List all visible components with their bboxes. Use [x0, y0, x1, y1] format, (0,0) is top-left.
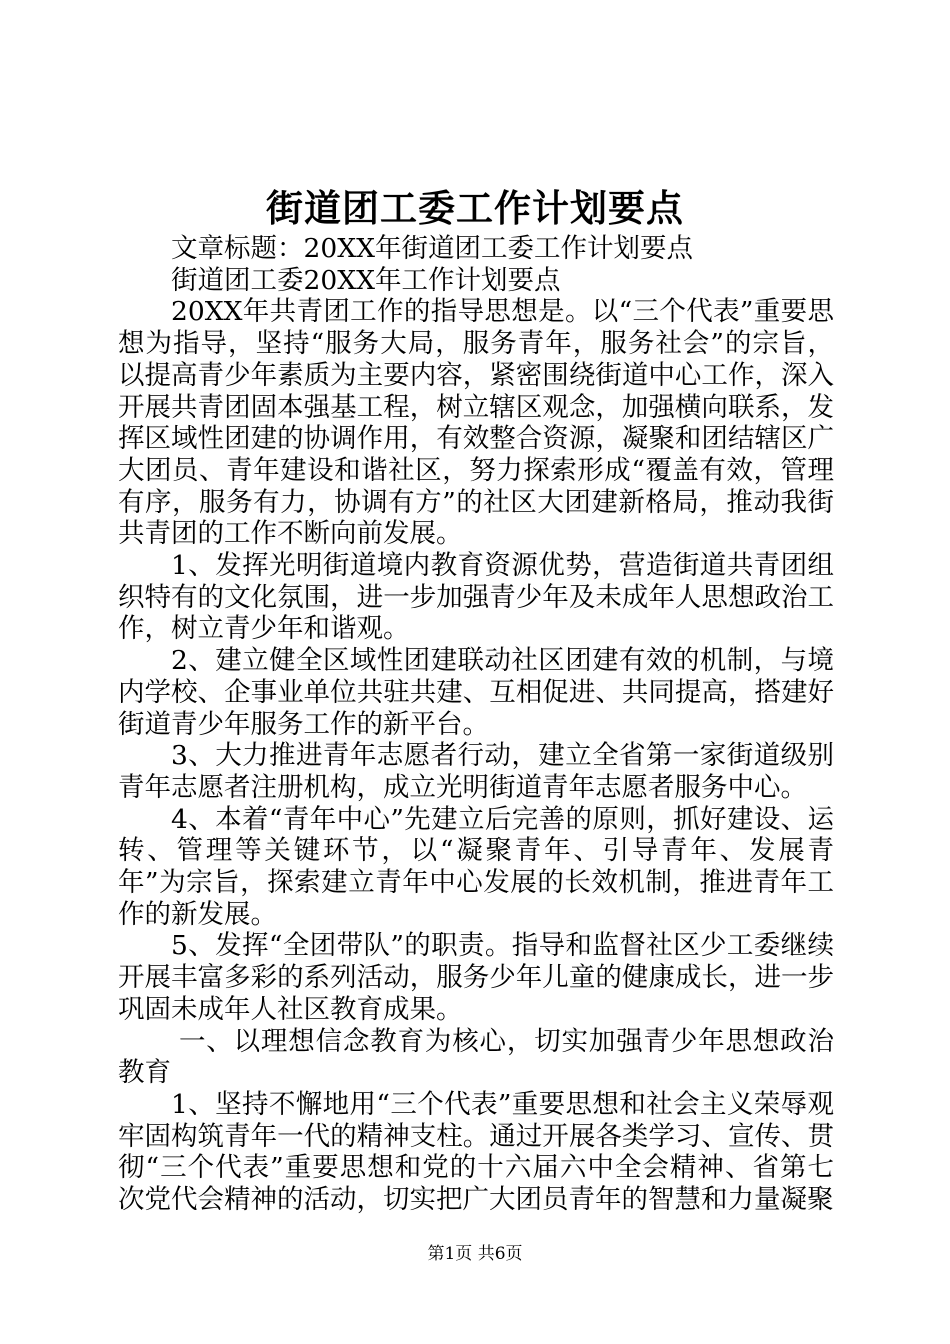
item-2-paragraph: 2、建立健全区域性团建联动社区团建有效的机制，与境内学校、企事业单位共驻共建、互相促进、共同提高，搭建好街道青少年服务工作的新平台。: [118, 645, 834, 740]
item-1-paragraph: 1、发挥光明街道境内教育资源优势，营造街道共青团组织特有的文化氛围，进一步加强青少年及未成年人思想政治工作，树立青少年和谐观。: [118, 550, 834, 645]
plan-subtitle-line: 街道团工委20XX年工作计划要点: [171, 264, 561, 296]
item-4-paragraph: 4、本着“青年中心”先建立后完善的原则，抓好建设、运转、管理等关键环节，以“凝聚青年、引导青年、发展青年”为宗旨，探索建立青年中心发展的长效机制，推进青年工作的新发展。: [118, 803, 834, 930]
article-title-line: 文章标题：20XX年街道团工委工作计划要点: [171, 233, 693, 264]
item-5-paragraph: 5、发挥“全团带队”的职责。指导和监督社区少工委继续开展丰富多彩的系列活动，服务少年儿童的健康成长，进一步巩固未成年人社区教育成果。: [118, 930, 834, 1025]
document-title: 街道团工委工作计划要点: [266, 186, 684, 230]
section-1-heading: 一、以理想信念教育为核心，切实加强青少年思想政治教育: [118, 1025, 834, 1089]
section-1-item-1-paragraph: 1、坚持不懈地用“三个代表”重要思想和社会主义荣辱观牢固构筑青年一代的精神支柱。通过开展各类学习、宣传、贯彻“三个代表”重要思想和党的十六届六中全会精神、省第七次党代会精神的活动，切实把广大团员青年的智慧和力量凝聚: [118, 1088, 834, 1216]
guiding-ideology-paragraph: 20XX年共青团工作的指导思想是。以“三个代表”重要思想为指导，坚持“服务大局，服务青年，服务社会”的宗旨，以提高青少年素质为主要内容，紧密围绕街道中心工作，深入开展共青团固本强基工程，树立辖区观念，加强横向联系，发挥区域性团建的协调作用，有效整合资源，凝聚和团结辖区广大团员、青年建设和谐社区，努力探索形成“覆盖有效，管理有序，服务有力，协调有方”的社区大团建新格局，推动我街共青团的工作不断向前发展。: [118, 296, 834, 550]
page-number-footer: 第1页 共6页: [427, 1244, 523, 1264]
document-body: [118, 233, 834, 1216]
item-3-paragraph: 3、大力推进青年志愿者行动，建立全省第一家街道级别青年志愿者注册机构，成立光明街道青年志愿者服务中心。: [118, 740, 834, 803]
